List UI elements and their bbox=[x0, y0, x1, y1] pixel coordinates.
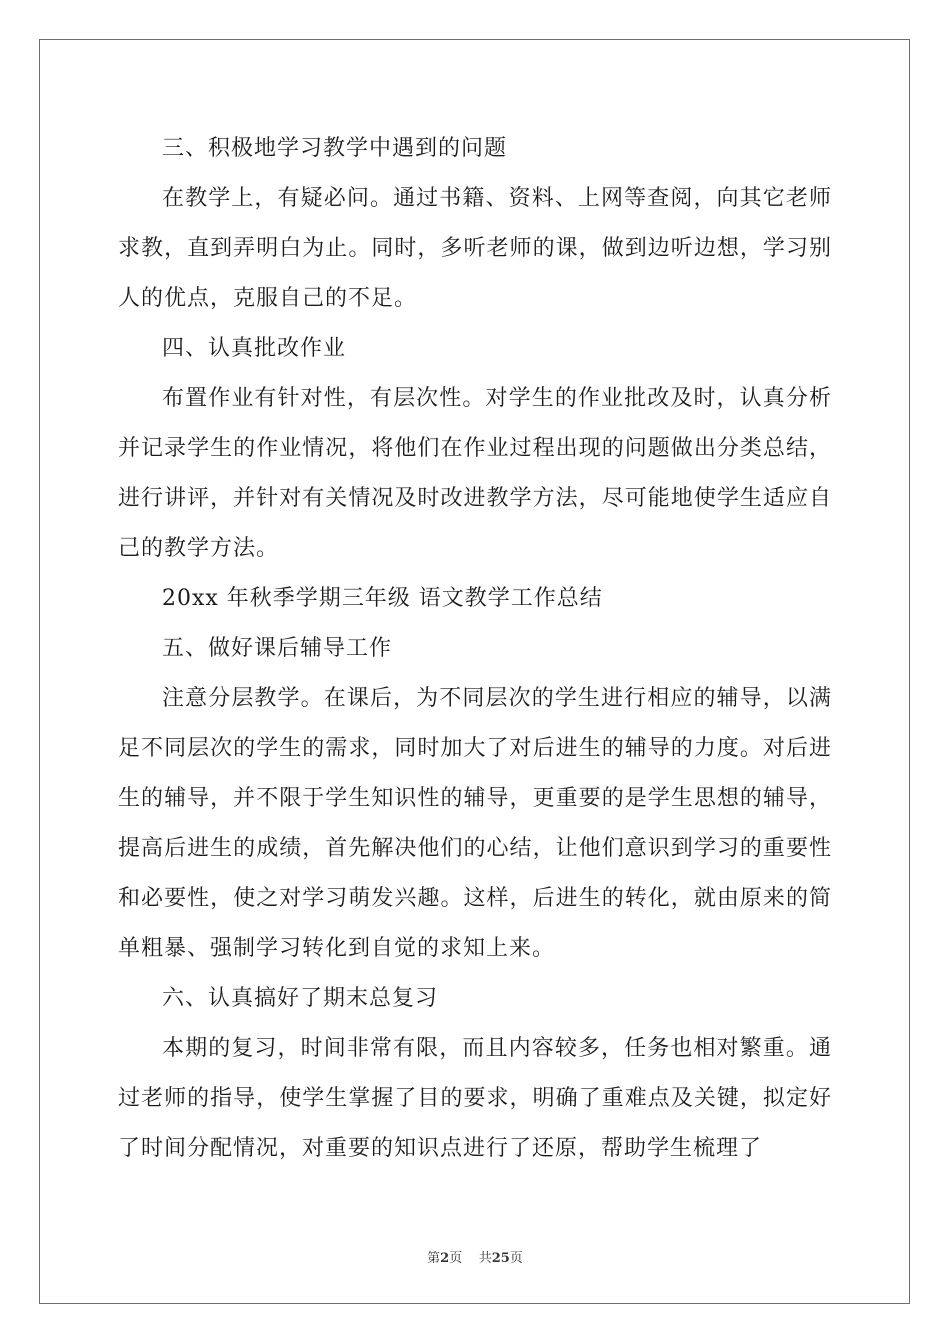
page-footer bbox=[0, 1247, 950, 1266]
paragraph: 在教学上，有疑必问。通过书籍、资料、上网等查阅，向其它老师求教，直到弄明白为止。同时，多听老师的课，做到边听边想，学习别人的优点，克服自己的不足。 bbox=[118, 186, 832, 311]
document-subtitle: 20xx 年秋季学期三年级 语文教学工作总结 bbox=[162, 586, 603, 611]
section-heading-6: 六、认真搞好了期末总复习 bbox=[162, 986, 439, 1011]
document-body bbox=[118, 124, 832, 1174]
section-heading-5: 五、做好课后辅导工作 bbox=[162, 636, 393, 661]
section-heading-4: 四、认真批改作业 bbox=[162, 336, 347, 361]
total-pages: 25 bbox=[491, 1251, 510, 1266]
paragraph: 本期的复习，时间非常有限，而且内容较多，任务也相对繁重。通过老师的指导，使学生掌握了目的要求，明确了重难点及关键，拟定好了时间分配情况，对重要的知识点进行了还原，帮助学生梳理了 bbox=[118, 1036, 832, 1161]
section-heading-3: 三、积极地学习教学中遇到的问题 bbox=[162, 136, 508, 161]
page-number: 2 bbox=[440, 1251, 450, 1266]
paragraph: 注意分层教学。在课后，为不同层次的学生进行相应的辅导，以满足不同层次的学生的需求，同时加大了对后进生的辅导的力度。对后进生的辅导，并不限于学生知识性的辅导，更重要的是学生思想的辅导，提高后进生的成绩，首先解决他们的心结，让他们意识到学习的重要性和必要性，使之对学习萌发兴趣。这样，后进生的转化，就由原来的简单粗暴、强制学习转化到自觉的求知上来。 bbox=[118, 686, 832, 961]
total-prefix: 共 bbox=[478, 1251, 492, 1266]
total-suffix: 页 bbox=[509, 1251, 523, 1266]
page-suffix: 页 bbox=[449, 1251, 463, 1266]
page-prefix: 第 bbox=[427, 1251, 441, 1266]
paragraph: 布置作业有针对性，有层次性。对学生的作业批改及时，认真分析并记录学生的作业情况，将他们在作业过程出现的问题做出分类总结，进行讲评，并针对有关情况及时改进教学方法，尽可能地使学生适应自己的教学方法。 bbox=[118, 386, 832, 561]
